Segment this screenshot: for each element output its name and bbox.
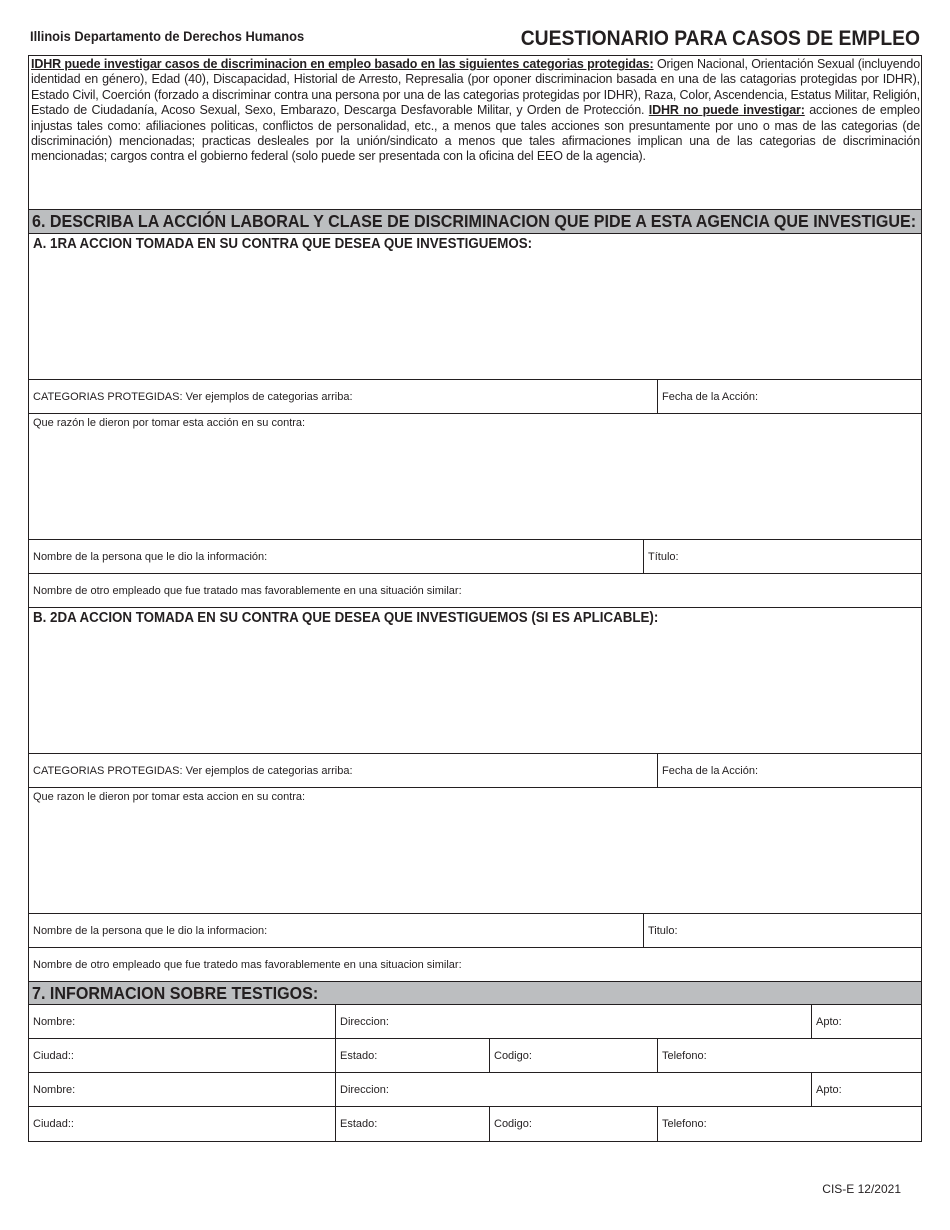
action-b-categories-label: CATEGORIAS PROTEGIDAS: Ver ejemplos de categorias arriba: (33, 764, 353, 777)
action-b-other-employee-label: Nombre de otro empleado que fue tratedo mas favorablemente en una situacion similar: (33, 958, 462, 971)
action-b-title-field[interactable] (643, 913, 922, 948)
witness-2-state-field[interactable] (335, 1106, 490, 1142)
action-b-title-label: Titulo: (648, 924, 678, 937)
action-b-date-field[interactable] (657, 753, 922, 788)
witness-2-zip-label: Codigo: (494, 1118, 532, 1130)
action-b-reason-label: Que razon le dieron por tomar esta accion en su contra: (33, 791, 306, 803)
action-b-reason-field[interactable] (28, 787, 922, 914)
action-b-description-field[interactable] (28, 607, 922, 754)
witness-2-phone-label: Telefono: (662, 1118, 707, 1130)
witness-1-apt-label: Apto: (816, 1015, 842, 1028)
intro-paragraph (28, 55, 922, 210)
witness-1-address-field[interactable] (335, 1004, 812, 1039)
can-investigate-text: Origen Nacional, Orientación Sexual (incluyendo identidad en género), Edad (40), Discapacidad, Historial de Arresto, Represalia (por oponer discriminacion basada en una de las catagorias protegidas por IDHR), Estado Civil, Coerción (forzado a discriminar contra una persona por una de las categorias protegidas por IDHR), Raza, Color, Ascendencia, Estatus Militar, Religión, Estado de Ciudadanía, Acoso Sexual, Sexo, Embarazo, Descarga Desfavorable Militar, y Orden de Protección. (31, 57, 920, 118)
form-title: CUESTIONARIO PARA CASOS DE EMPLEO (520, 27, 920, 50)
witness-1-phone-field[interactable] (657, 1038, 922, 1073)
can-investigate-heading: IDHR puede investigar casos de discriminacion en empleo basado en las siguientes categorias protegidas: (31, 57, 654, 71)
action-b-heading: B. 2DA ACCION TOMADA EN SU CONTRA QUE DESEA QUE INVESTIGUEMOS (SI ES APLICABLE): (33, 610, 659, 626)
witness-2-name-label: Nombre: (33, 1083, 76, 1096)
action-a-date-field[interactable] (657, 379, 922, 414)
witness-1-apt-field[interactable] (811, 1004, 922, 1039)
action-b-informer-field[interactable] (28, 913, 644, 948)
witness-1-state-label: Estado: (340, 1049, 378, 1062)
witness-2-zip-field[interactable] (489, 1106, 658, 1142)
witness-2-phone-field[interactable] (657, 1106, 922, 1142)
witness-1-state-field[interactable] (335, 1038, 490, 1073)
witness-2-state-label: Estado: (340, 1118, 378, 1130)
agency-name: Illinois Departamento de Derechos Humanos (30, 28, 305, 44)
witness-1-name-field[interactable] (28, 1004, 336, 1039)
action-a-other-employee-label: Nombre de otro empleado que fue tratado mas favorablemente en una situación similar: (33, 584, 462, 597)
action-a-categories-field[interactable] (28, 379, 658, 414)
action-a-description-field[interactable] (28, 233, 922, 380)
action-a-date-label: Fecha de la Acción: (662, 390, 759, 403)
witness-2-apt-field[interactable] (811, 1072, 922, 1107)
witness-2-name-field[interactable] (28, 1072, 336, 1107)
witness-2-city-field[interactable] (28, 1106, 336, 1142)
action-a-reason-field[interactable] (28, 413, 922, 540)
action-a-title-field[interactable] (643, 539, 922, 574)
cannot-investigate-text: acciones de empleo injustas tales como: afiliaciones politicas, conflictos de personalidad, etc., a menos que tales acciones son presuntamente por uno o mas de las categorias (de discriminación) mencionadas; practicas desleales por la unión/sindicato a menos que tales afirmaciones implican una de las categorias de discriminación mencionadas; cargos contra el gobierno federal (solo puede ser presentada con la oficina del EEO de la agencia). (31, 103, 920, 164)
action-a-reason-label: Que razón le dieron por tomar esta acción en su contra: (33, 417, 306, 429)
witness-1-zip-label: Codigo: (494, 1049, 532, 1062)
witness-2-address-label: Direccion: (340, 1083, 389, 1096)
action-b-categories-field[interactable] (28, 753, 658, 788)
witness-2-address-field[interactable] (335, 1072, 812, 1107)
witness-1-city-label: Ciudad:: (33, 1049, 74, 1062)
action-b-date-label: Fecha de la Acción: (662, 764, 759, 777)
action-a-categories-label: CATEGORIAS PROTEGIDAS: Ver ejemplos de categorias arriba: (33, 390, 353, 403)
action-b-informer-label: Nombre de la persona que le dio la informacion: (33, 924, 268, 937)
cannot-investigate-heading: IDHR no puede investigar: (648, 103, 805, 118)
section-7-heading: 7. INFORMACION SOBRE TESTIGOS: (28, 981, 922, 1005)
action-b-other-employee-field[interactable] (28, 947, 922, 982)
action-a-informer-label: Nombre de la persona que le dio la información: (33, 550, 268, 563)
witness-1-name-label: Nombre: (33, 1015, 76, 1028)
section-6-heading: 6. DESCRIBA LA ACCIÓN LABORAL Y CLASE DE DISCRIMINACION QUE PIDE A ESTA AGENCIA QUE INVESTIGUE: (28, 209, 922, 234)
witness-1-address-label: Direccion: (340, 1015, 389, 1028)
action-a-informer-field[interactable] (28, 539, 644, 574)
form-code: CIS-E 12/2021 (822, 1182, 901, 1196)
witness-2-apt-label: Apto: (816, 1083, 842, 1096)
witness-1-city-field[interactable] (28, 1038, 336, 1073)
witness-2-city-label: Ciudad:: (33, 1118, 74, 1130)
action-a-heading: A. 1RA ACCION TOMADA EN SU CONTRA QUE DESEA QUE INVESTIGUEMOS: (33, 236, 533, 252)
action-a-title-label: Título: (648, 550, 679, 563)
action-a-other-employee-field[interactable] (28, 573, 922, 608)
witness-1-phone-label: Telefono: (662, 1049, 707, 1062)
witness-1-zip-field[interactable] (489, 1038, 658, 1073)
